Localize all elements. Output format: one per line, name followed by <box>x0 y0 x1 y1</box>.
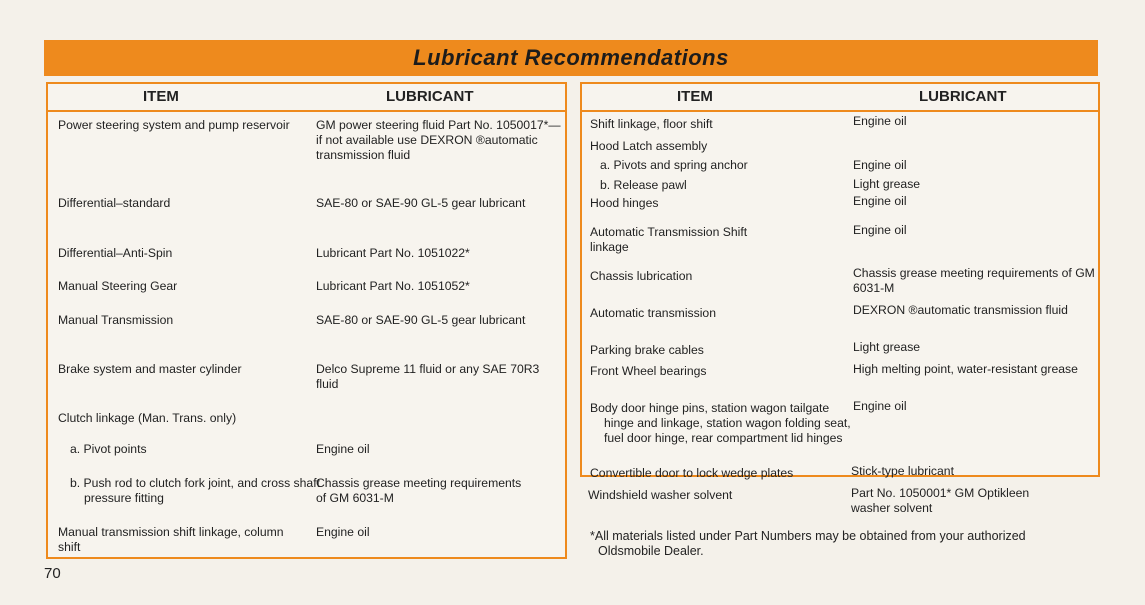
table-row-lubricant: Part No. 1050001* GM Optikleen washer solvent <box>851 486 1030 515</box>
table-row-item: Differential–standard <box>58 196 171 210</box>
table-row-item: Hood hinges <box>590 196 659 210</box>
table-header <box>48 84 565 112</box>
footnote <box>590 529 1070 559</box>
table-row-item: Front Wheel bearings <box>590 364 707 378</box>
table-row-item: a. Pivot points <box>70 442 147 456</box>
table-row-item: b. Release pawl <box>600 178 687 192</box>
page-title: Lubricant Recommendations <box>44 40 1098 76</box>
table-row-lubricant: SAE-80 or SAE-90 GL-5 gear lubricant <box>316 313 526 327</box>
table-row-item: Differential–Anti-Spin <box>58 246 173 260</box>
table-row-lubricant: High melting point, water-resistant grease <box>853 362 1078 376</box>
table-row-item: Windshield washer solvent <box>588 488 733 502</box>
table-row-lubricant: Lubricant Part No. 1051022* <box>316 246 470 260</box>
table-row-lubricant: DEXRON ®automatic transmission fluid <box>853 303 1068 317</box>
table-row-item: Automatic Transmission Shift linkage <box>590 225 748 254</box>
table-row-item: Clutch linkage (Man. Trans. only) <box>58 411 237 425</box>
table-row-lubricant: Engine oil <box>853 194 907 208</box>
footnote-text: *All materials listed under Part Numbers may be obtained from your authorized Oldsmobile Dealer. <box>590 529 1026 558</box>
left-lubricant-table <box>46 82 567 559</box>
table-row-lubricant: SAE-80 or SAE-90 GL-5 gear lubricant <box>316 196 526 210</box>
table-row-lubricant: Engine oil <box>853 223 907 237</box>
table-row-item: Convertible door to lock wedge plates <box>590 466 794 480</box>
table-row-item: Power steering system and pump reservoir <box>58 118 290 132</box>
right-lubricant-table <box>580 82 1100 480</box>
table-row-item: Hood Latch assembly <box>590 139 708 153</box>
table-row-item: Manual Transmission <box>58 313 174 327</box>
item-column-header: ITEM <box>677 88 713 105</box>
table-row-item: Manual Steering Gear <box>58 279 178 293</box>
item-column-header: ITEM <box>143 88 179 105</box>
table-row-lubricant: Engine oil <box>316 442 370 456</box>
table-row-lubricant: Light grease <box>853 340 921 354</box>
lubricant-column-header: LUBRICANT <box>386 88 474 105</box>
table-row-lubricant: Engine oil <box>853 399 907 413</box>
table-row-lubricant: Engine oil <box>853 158 907 172</box>
table-row-item: Parking brake cables <box>590 343 704 357</box>
table-row-lubricant: Chassis grease meeting requirements of GM 6031-M <box>853 266 1095 295</box>
table-row-lubricant: Light grease <box>853 177 921 191</box>
page-number: 70 <box>44 565 61 582</box>
table-row-lubricant: Stick-type lubricant <box>851 464 954 478</box>
table-row-lubricant: Chassis grease meeting requirements of GM 6031-M <box>316 476 522 505</box>
table-row-lubricant: Engine oil <box>316 525 370 539</box>
table-row-item: b. Push rod to clutch fork joint, and cross shaft pressure fitting <box>70 476 320 505</box>
table-header <box>582 84 1098 112</box>
lubricant-column-header: LUBRICANT <box>919 88 1007 105</box>
table-row-item: Shift linkage, floor shift <box>590 117 713 131</box>
table-row-lubricant: Lubricant Part No. 1051052* <box>316 279 470 293</box>
table-row-lubricant: GM power steering fluid Part No. 1050017*—if not available use DEXRON ®automatic transmission fluid <box>316 118 561 162</box>
table-row-item: a. Pivots and spring anchor <box>600 158 748 172</box>
table-row-lubricant: Engine oil <box>853 114 907 128</box>
table-row-item: Chassis lubrication <box>590 269 693 283</box>
table-row-item: Brake system and master cylinder <box>58 362 242 376</box>
table-row-item: Automatic transmission <box>590 306 716 320</box>
table-row-item: Body door hinge pins, station wagon tailgate hinge and linkage, station wagon folding seat, fuel door hinge, rear compartment lid hinges <box>590 401 851 445</box>
table-row-lubricant: Delco Supreme 11 fluid or any SAE 70R3 fluid <box>316 362 540 391</box>
table-row-item: Manual transmission shift linkage, column shift <box>58 525 284 554</box>
